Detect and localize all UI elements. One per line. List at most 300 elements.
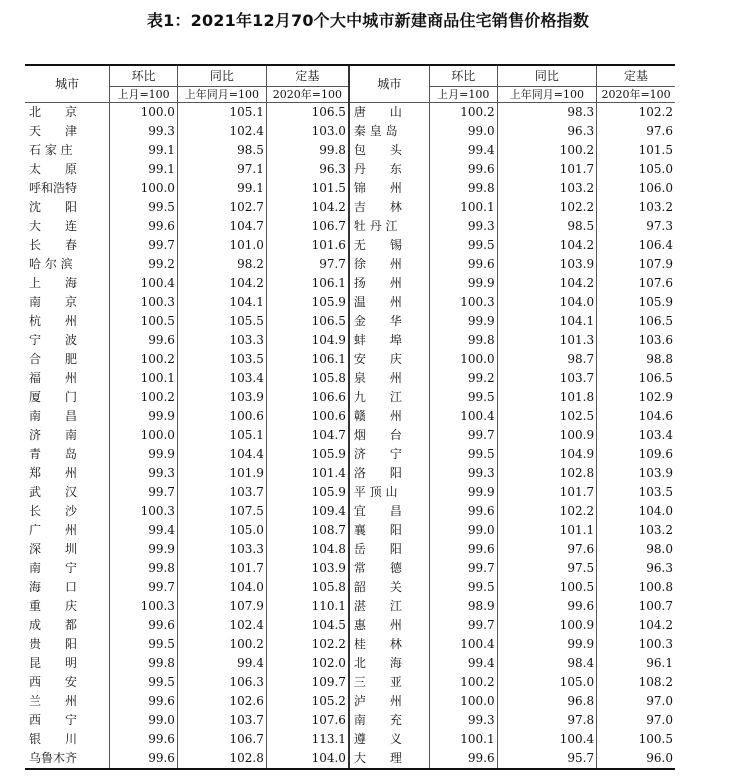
right-fixed-cell: 104.2 (597, 616, 675, 635)
left-yoy-cell: 103.5 (177, 350, 266, 369)
right-yoy-cell: 97.6 (497, 540, 597, 559)
left-yoy-cell: 103.9 (177, 388, 266, 407)
table-row (25, 426, 675, 445)
right-city-cell: 大 理 (349, 749, 429, 769)
left-mom-cell: 99.6 (110, 730, 178, 749)
left-fixed-cell: 103.0 (266, 122, 349, 141)
left-city-cell: 武 汉 (29, 485, 78, 499)
right-fixed-cell: 106.5 (597, 369, 675, 388)
left-mom-cell: 100.5 (110, 312, 178, 331)
right-yoy-cell: 104.2 (497, 274, 597, 293)
left-fixed-cell: 105.9 (266, 483, 349, 502)
right-yoy-cell: 102.8 (497, 464, 597, 483)
left-city-cell: 青 岛 (29, 447, 78, 461)
left-city-cell: 石 家 庄 (29, 143, 73, 157)
right-fixed-cell: 100.5 (597, 730, 675, 749)
left-yoy-cell: 97.1 (177, 160, 266, 179)
right-fixed-cell: 103.2 (597, 198, 675, 217)
table-row (25, 521, 675, 540)
right-fixed-cell: 96.1 (597, 654, 675, 673)
right-fixed-cell: 107.9 (597, 255, 675, 274)
right-city-cell: 韶 关 (349, 578, 429, 597)
right-fixed-cell: 97.0 (597, 692, 675, 711)
header-mom-right: 环比 (429, 65, 497, 87)
left-fixed-cell: 97.7 (266, 255, 349, 274)
left-city-cell: 郑 州 (29, 466, 78, 480)
left-yoy-cell: 98.2 (177, 255, 266, 274)
left-yoy-cell: 105.5 (177, 312, 266, 331)
left-yoy-cell: 99.1 (177, 179, 266, 198)
right-mom-cell: 99.6 (429, 540, 497, 559)
table-row (25, 445, 675, 464)
table-row (25, 654, 675, 673)
right-fixed-cell: 96.0 (597, 749, 675, 769)
right-mom-cell: 100.0 (429, 350, 497, 369)
right-city-cell: 南 充 (349, 711, 429, 730)
right-fixed-cell: 97.6 (597, 122, 675, 141)
left-city-cell: 长 春 (29, 238, 78, 252)
left-mom-cell: 99.4 (110, 521, 178, 540)
left-mom-cell: 99.6 (110, 692, 178, 711)
right-mom-cell: 99.3 (429, 217, 497, 236)
right-city-cell: 牡 丹 江 (349, 217, 429, 236)
right-city-cell: 徐 州 (349, 255, 429, 274)
left-yoy-cell: 106.7 (177, 730, 266, 749)
left-fixed-cell: 110.1 (266, 597, 349, 616)
left-yoy-cell: 104.2 (177, 274, 266, 293)
left-yoy-cell: 98.5 (177, 141, 266, 160)
left-city-cell: 西 安 (29, 675, 78, 689)
right-city-cell: 平 顶 山 (349, 483, 429, 502)
left-fixed-cell: 106.7 (266, 217, 349, 236)
right-yoy-cell: 101.8 (497, 388, 597, 407)
left-city-cell: 银 川 (29, 732, 78, 746)
table-row (25, 673, 675, 692)
left-mom-cell: 99.8 (110, 654, 178, 673)
right-fixed-cell: 100.7 (597, 597, 675, 616)
right-mom-cell: 99.9 (429, 483, 497, 502)
left-mom-cell: 99.8 (110, 559, 178, 578)
left-mom-cell: 99.7 (110, 236, 178, 255)
left-fixed-cell: 101.4 (266, 464, 349, 483)
right-city-cell: 三 亚 (349, 673, 429, 692)
table-row (25, 274, 675, 293)
left-yoy-cell: 99.4 (177, 654, 266, 673)
left-mom-cell: 99.1 (110, 160, 178, 179)
left-city-cell: 福 州 (29, 371, 78, 385)
left-fixed-cell: 105.9 (266, 445, 349, 464)
table-row (25, 141, 675, 160)
left-yoy-cell: 101.0 (177, 236, 266, 255)
right-city-cell: 洛 阳 (349, 464, 429, 483)
left-yoy-cell: 104.4 (177, 445, 266, 464)
left-mom-cell: 100.2 (110, 350, 178, 369)
right-mom-cell: 100.0 (429, 692, 497, 711)
right-yoy-cell: 97.8 (497, 711, 597, 730)
left-fixed-cell: 107.6 (266, 711, 349, 730)
right-city-cell: 温 州 (349, 293, 429, 312)
right-yoy-cell: 98.4 (497, 654, 597, 673)
left-yoy-cell: 101.7 (177, 559, 266, 578)
left-city-cell: 厦 门 (29, 390, 78, 404)
right-yoy-cell: 99.6 (497, 597, 597, 616)
table-row (25, 483, 675, 502)
left-mom-cell: 99.5 (110, 198, 178, 217)
right-fixed-cell: 103.6 (597, 331, 675, 350)
right-city-cell: 惠 州 (349, 616, 429, 635)
right-yoy-cell: 101.3 (497, 331, 597, 350)
right-fixed-cell: 103.9 (597, 464, 675, 483)
table-row (25, 597, 675, 616)
right-yoy-cell: 98.7 (497, 350, 597, 369)
left-city-cell: 沈 阳 (29, 200, 78, 214)
right-fixed-cell: 104.0 (597, 502, 675, 521)
right-mom-cell: 100.3 (429, 293, 497, 312)
right-mom-cell: 99.3 (429, 464, 497, 483)
right-fixed-cell: 96.3 (597, 559, 675, 578)
left-mom-cell: 99.3 (110, 122, 178, 141)
table-row (25, 122, 675, 141)
right-mom-cell: 99.6 (429, 255, 497, 274)
right-city-cell: 襄 阳 (349, 521, 429, 540)
table-row (25, 730, 675, 749)
left-fixed-cell: 104.2 (266, 198, 349, 217)
right-fixed-cell: 107.6 (597, 274, 675, 293)
right-mom-cell: 99.8 (429, 179, 497, 198)
right-mom-cell: 99.8 (429, 331, 497, 350)
left-fixed-cell: 109.7 (266, 673, 349, 692)
right-city-cell: 安 庆 (349, 350, 429, 369)
left-fixed-cell: 105.8 (266, 578, 349, 597)
left-fixed-cell: 105.2 (266, 692, 349, 711)
right-fixed-cell: 103.5 (597, 483, 675, 502)
left-yoy-cell: 103.3 (177, 540, 266, 559)
left-yoy-cell: 102.7 (177, 198, 266, 217)
right-fixed-cell: 101.5 (597, 141, 675, 160)
table-row (25, 293, 675, 312)
header-yoy-base-right: 上年同月=100 (497, 87, 597, 103)
left-mom-cell: 100.3 (110, 597, 178, 616)
left-city-cell: 昆 明 (29, 656, 78, 670)
right-fixed-cell: 98.0 (597, 540, 675, 559)
left-fixed-cell: 104.9 (266, 331, 349, 350)
right-yoy-cell: 97.5 (497, 559, 597, 578)
right-yoy-cell: 105.0 (497, 673, 597, 692)
table-row (25, 749, 675, 769)
right-city-cell: 无 锡 (349, 236, 429, 255)
right-yoy-cell: 96.3 (497, 122, 597, 141)
header-fixed-base-left: 2020年=100 (266, 87, 349, 103)
left-city-cell: 南 京 (29, 295, 78, 309)
left-fixed-cell: 106.5 (266, 103, 349, 123)
right-yoy-cell: 100.2 (497, 141, 597, 160)
left-yoy-cell: 105.1 (177, 103, 266, 123)
right-fixed-cell: 108.2 (597, 673, 675, 692)
left-yoy-cell: 104.1 (177, 293, 266, 312)
right-fixed-cell: 98.8 (597, 350, 675, 369)
left-city-cell: 呼和浩特 (29, 181, 78, 195)
left-yoy-cell: 105.0 (177, 521, 266, 540)
right-yoy-cell: 96.8 (497, 692, 597, 711)
left-fixed-cell: 106.1 (266, 274, 349, 293)
table-row (25, 369, 675, 388)
table-row (25, 255, 675, 274)
right-fixed-cell: 102.2 (597, 103, 675, 123)
right-fixed-cell: 105.0 (597, 160, 675, 179)
table-row (25, 578, 675, 597)
right-mom-cell: 99.5 (429, 445, 497, 464)
table-row (25, 388, 675, 407)
right-mom-cell: 99.7 (429, 426, 497, 445)
right-mom-cell: 99.5 (429, 236, 497, 255)
right-city-cell: 遵 义 (349, 730, 429, 749)
left-fixed-cell: 96.3 (266, 160, 349, 179)
left-yoy-cell: 103.4 (177, 369, 266, 388)
page-title: 表1：2021年12月70个大中城市新建商品住宅销售价格指数 (146, 11, 590, 30)
right-fixed-cell: 97.0 (597, 711, 675, 730)
header-mom-base-left: 上月=100 (110, 87, 178, 103)
right-yoy-cell: 100.5 (497, 578, 597, 597)
right-city-cell: 唐 山 (349, 103, 429, 123)
right-city-cell: 秦 皇 岛 (349, 122, 429, 141)
right-yoy-cell: 100.9 (497, 616, 597, 635)
right-mom-cell: 99.0 (429, 521, 497, 540)
right-city-cell: 泸 州 (349, 692, 429, 711)
right-mom-cell: 100.4 (429, 635, 497, 654)
right-mom-cell: 100.1 (429, 198, 497, 217)
right-fixed-cell: 104.6 (597, 407, 675, 426)
left-mom-cell: 99.6 (110, 331, 178, 350)
right-fixed-cell: 103.4 (597, 426, 675, 445)
left-fixed-cell: 100.6 (266, 407, 349, 426)
right-yoy-cell: 104.1 (497, 312, 597, 331)
left-fixed-cell: 109.4 (266, 502, 349, 521)
table-row (25, 502, 675, 521)
right-mom-cell: 100.1 (429, 730, 497, 749)
right-mom-cell: 99.7 (429, 559, 497, 578)
right-mom-cell: 99.9 (429, 274, 497, 293)
right-mom-cell: 99.6 (429, 502, 497, 521)
left-city-cell: 宁 波 (29, 333, 78, 347)
right-fixed-cell: 106.5 (597, 312, 675, 331)
right-yoy-cell: 100.9 (497, 426, 597, 445)
left-mom-cell: 99.6 (110, 749, 178, 769)
right-yoy-cell: 100.4 (497, 730, 597, 749)
left-city-cell: 济 南 (29, 428, 78, 442)
right-yoy-cell: 102.5 (497, 407, 597, 426)
right-city-cell: 北 海 (349, 654, 429, 673)
right-mom-cell: 99.6 (429, 160, 497, 179)
right-mom-cell: 99.2 (429, 369, 497, 388)
right-yoy-cell: 104.9 (497, 445, 597, 464)
left-yoy-cell: 100.6 (177, 407, 266, 426)
left-mom-cell: 100.4 (110, 274, 178, 293)
right-mom-cell: 100.2 (429, 103, 497, 123)
left-city-cell: 海 口 (29, 580, 78, 594)
table-row (25, 179, 675, 198)
left-yoy-cell: 104.0 (177, 578, 266, 597)
left-fixed-cell: 113.1 (266, 730, 349, 749)
left-city-cell: 合 肥 (29, 352, 78, 366)
left-fixed-cell: 103.9 (266, 559, 349, 578)
left-mom-cell: 99.2 (110, 255, 178, 274)
left-mom-cell: 100.0 (110, 179, 178, 198)
right-fixed-cell: 97.3 (597, 217, 675, 236)
left-fixed-cell: 108.7 (266, 521, 349, 540)
left-fixed-cell: 105.9 (266, 293, 349, 312)
right-city-cell: 湛 江 (349, 597, 429, 616)
left-mom-cell: 99.6 (110, 616, 178, 635)
left-fixed-cell: 105.8 (266, 369, 349, 388)
left-city-cell: 广 州 (29, 523, 78, 537)
left-mom-cell: 99.7 (110, 578, 178, 597)
right-yoy-cell: 104.2 (497, 236, 597, 255)
header-fixed-right: 定基 (597, 65, 675, 87)
left-fixed-cell: 102.0 (266, 654, 349, 673)
right-mom-cell: 100.4 (429, 407, 497, 426)
right-mom-cell: 99.5 (429, 578, 497, 597)
left-fixed-cell: 102.2 (266, 635, 349, 654)
right-yoy-cell: 99.9 (497, 635, 597, 654)
table-row (25, 407, 675, 426)
right-fixed-cell: 103.2 (597, 521, 675, 540)
right-yoy-cell: 102.2 (497, 198, 597, 217)
left-city-cell: 重 庆 (29, 599, 78, 613)
right-city-cell: 锦 州 (349, 179, 429, 198)
right-mom-cell: 98.9 (429, 597, 497, 616)
right-fixed-cell: 100.8 (597, 578, 675, 597)
table-row (25, 540, 675, 559)
left-mom-cell: 99.5 (110, 635, 178, 654)
header-mom-left: 环比 (110, 65, 178, 87)
left-mom-cell: 99.6 (110, 217, 178, 236)
right-city-cell: 九 江 (349, 388, 429, 407)
table-row (25, 711, 675, 730)
left-yoy-cell: 103.3 (177, 331, 266, 350)
right-city-cell: 常 德 (349, 559, 429, 578)
left-yoy-cell: 102.4 (177, 616, 266, 635)
table-row (25, 198, 675, 217)
right-fixed-cell: 109.6 (597, 445, 675, 464)
right-mom-cell: 99.5 (429, 388, 497, 407)
left-yoy-cell: 102.4 (177, 122, 266, 141)
left-city-cell: 南 宁 (29, 561, 78, 575)
left-mom-cell: 100.3 (110, 293, 178, 312)
left-yoy-cell: 103.7 (177, 711, 266, 730)
left-city-cell: 大 连 (29, 219, 78, 233)
right-city-cell: 赣 州 (349, 407, 429, 426)
left-yoy-cell: 102.8 (177, 749, 266, 769)
header-fixed-base-right: 2020年=100 (597, 87, 675, 103)
right-yoy-cell: 98.5 (497, 217, 597, 236)
left-fixed-cell: 104.5 (266, 616, 349, 635)
right-fixed-cell: 106.0 (597, 179, 675, 198)
left-mom-cell: 100.0 (110, 426, 178, 445)
right-mom-cell: 99.4 (429, 141, 497, 160)
right-city-cell: 济 宁 (349, 445, 429, 464)
left-mom-cell: 100.1 (110, 369, 178, 388)
table-body (25, 103, 675, 770)
left-city-cell: 成 都 (29, 618, 78, 632)
right-yoy-cell: 104.0 (497, 293, 597, 312)
left-fixed-cell: 101.5 (266, 179, 349, 198)
table-row (25, 635, 675, 654)
left-fixed-cell: 99.8 (266, 141, 349, 160)
left-yoy-cell: 107.9 (177, 597, 266, 616)
right-city-cell: 桂 林 (349, 635, 429, 654)
header-yoy-base-left: 上年同月=100 (177, 87, 266, 103)
left-city-cell: 北 京 (29, 105, 78, 119)
right-yoy-cell: 101.7 (497, 483, 597, 502)
left-fixed-cell: 106.1 (266, 350, 349, 369)
right-mom-cell: 99.0 (429, 122, 497, 141)
right-fixed-cell: 105.9 (597, 293, 675, 312)
table-row (25, 217, 675, 236)
left-city-cell: 兰 州 (29, 694, 78, 708)
table-row (25, 331, 675, 350)
right-mom-cell: 100.2 (429, 673, 497, 692)
left-city-cell: 上 海 (29, 276, 78, 290)
left-yoy-cell: 102.6 (177, 692, 266, 711)
left-mom-cell: 99.9 (110, 407, 178, 426)
table-row (25, 350, 675, 369)
left-fixed-cell: 101.6 (266, 236, 349, 255)
left-city-cell: 杭 州 (29, 314, 78, 328)
left-mom-cell: 100.2 (110, 388, 178, 407)
right-yoy-cell: 98.3 (497, 103, 597, 123)
left-mom-cell: 99.3 (110, 464, 178, 483)
left-yoy-cell: 106.3 (177, 673, 266, 692)
header-city-right: 城市 (349, 65, 429, 103)
header-city-left: 城市 (25, 65, 110, 103)
left-city-cell: 西 宁 (29, 713, 78, 727)
left-mom-cell: 99.1 (110, 141, 178, 160)
left-yoy-cell: 103.7 (177, 483, 266, 502)
left-mom-cell: 99.9 (110, 540, 178, 559)
right-city-cell: 丹 东 (349, 160, 429, 179)
right-city-cell: 蚌 埠 (349, 331, 429, 350)
right-fixed-cell: 102.9 (597, 388, 675, 407)
table-row (25, 236, 675, 255)
left-city-cell: 南 昌 (29, 409, 78, 423)
left-city-cell: 太 原 (29, 162, 78, 176)
left-fixed-cell: 104.0 (266, 749, 349, 769)
header-mom-base-right: 上月=100 (429, 87, 497, 103)
left-mom-cell: 99.5 (110, 673, 178, 692)
right-mom-cell: 99.4 (429, 654, 497, 673)
left-city-cell: 深 圳 (29, 542, 78, 556)
left-yoy-cell: 101.9 (177, 464, 266, 483)
left-yoy-cell: 100.2 (177, 635, 266, 654)
left-fixed-cell: 106.6 (266, 388, 349, 407)
right-yoy-cell: 103.9 (497, 255, 597, 274)
right-mom-cell: 99.3 (429, 711, 497, 730)
right-city-cell: 泉 州 (349, 369, 429, 388)
right-yoy-cell: 95.7 (497, 749, 597, 769)
price-index-table (25, 64, 675, 770)
right-yoy-cell: 101.1 (497, 521, 597, 540)
table-row (25, 559, 675, 578)
header-fixed-left: 定基 (266, 65, 349, 87)
left-fixed-cell: 106.5 (266, 312, 349, 331)
left-mom-cell: 99.7 (110, 483, 178, 502)
right-mom-cell: 99.7 (429, 616, 497, 635)
left-yoy-cell: 107.5 (177, 502, 266, 521)
table-row (25, 103, 675, 123)
right-yoy-cell: 101.7 (497, 160, 597, 179)
left-yoy-cell: 105.1 (177, 426, 266, 445)
table-row (25, 692, 675, 711)
